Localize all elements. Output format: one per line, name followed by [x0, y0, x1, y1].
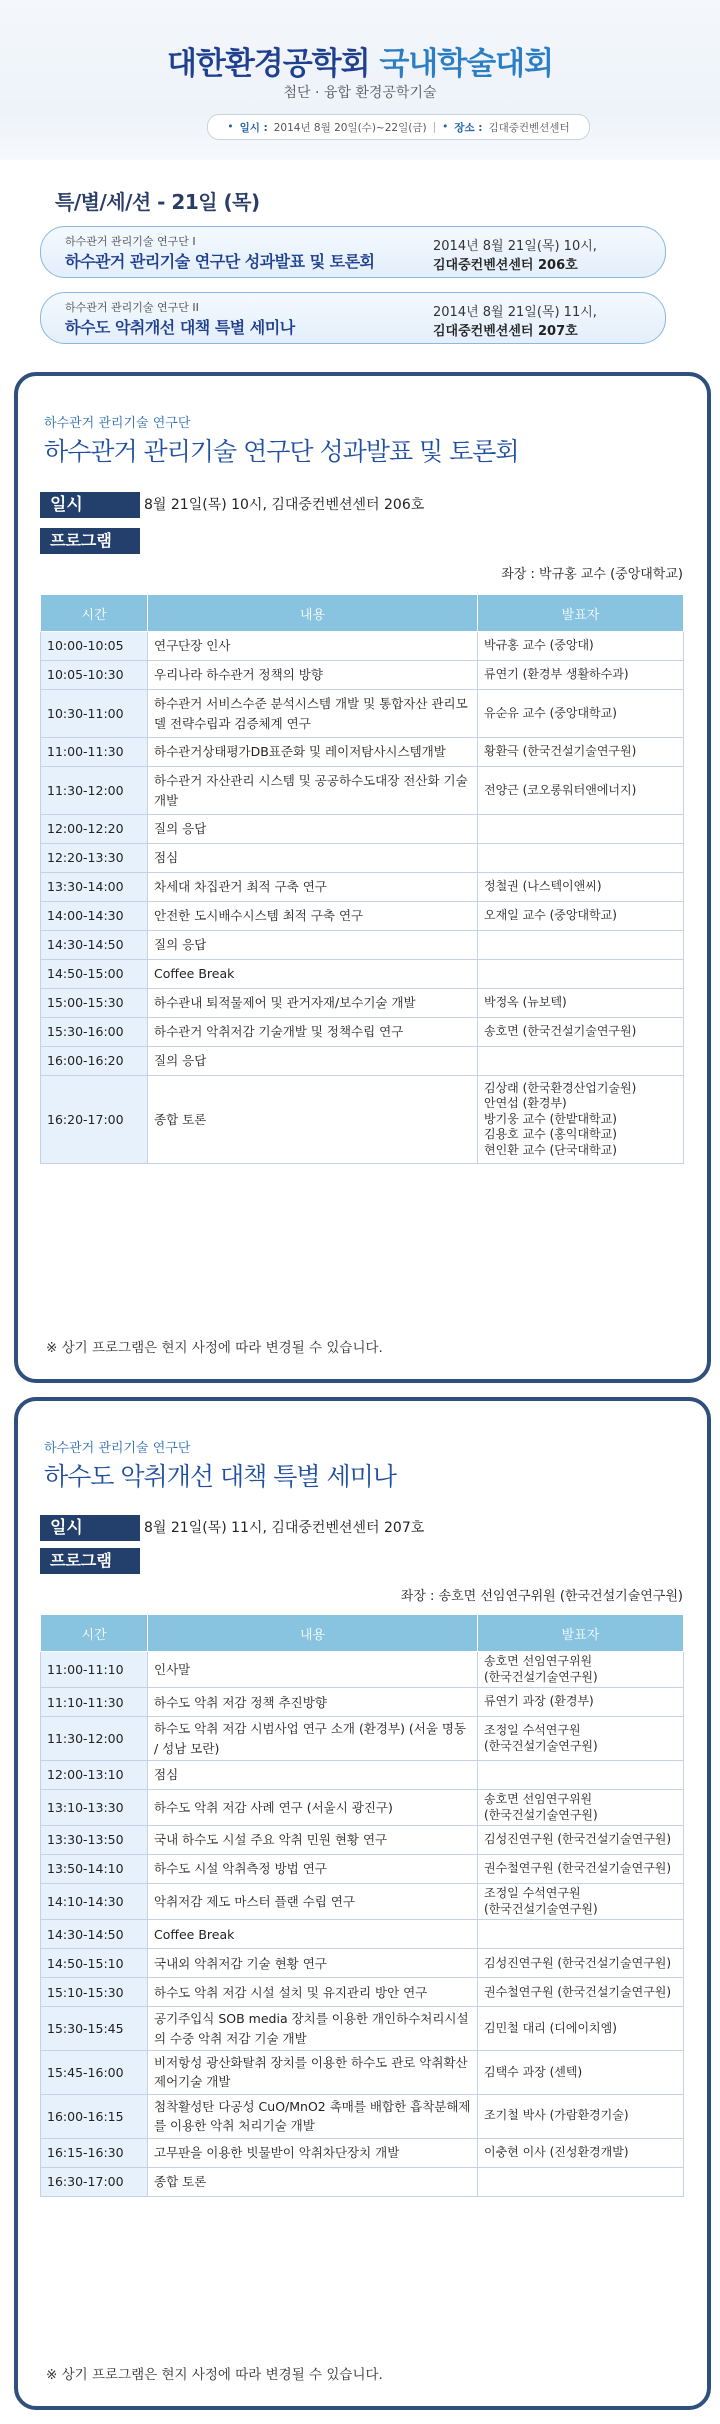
session-link-title: 하수관거 관리기술 연구단 성과발표 및 토론회 [65, 252, 375, 271]
presenter-cell: 송호면 선임연구위원 (한국건설기술연구원) [478, 1652, 684, 1688]
presenter-cell: 황환극 (한국건설기술연구원) [478, 738, 684, 767]
conference-subtitle: 첨단 · 융합 환경공학기술 [283, 85, 437, 101]
content-cell: 점심 [148, 844, 478, 873]
table-row [41, 690, 684, 738]
session-link-place: 김대중컨벤션센터 207호 [433, 324, 578, 339]
time-cell: 14:30-14:50 [41, 1920, 148, 1949]
session-link-time: 2014년 8월 21일(목) 11시, [433, 305, 597, 320]
session-title: 하수관거 관리기술 연구단 성과발표 및 토론회 [44, 437, 519, 466]
table-row [41, 2007, 684, 2051]
change-notice: ※ 상기 프로그램은 현지 사정에 따라 변경될 수 있습니다. [46, 2367, 383, 2383]
presenter-cell: 김성진연구원 (한국건설기술연구원) [478, 1949, 684, 1978]
session-organizer: 하수관거 관리기술 연구단 [44, 1441, 191, 1456]
col-header-time: 시간 [41, 595, 148, 632]
table-row [41, 1652, 684, 1688]
col-header-time: 시간 [41, 1615, 148, 1652]
content-cell: 하수도 시설 악취측정 방법 연구 [148, 1855, 478, 1884]
time-cell: 11:00-11:10 [41, 1652, 148, 1688]
presenter-cell: 권수철연구원 (한국건설기술연구원) [478, 1978, 684, 2007]
time-cell: 14:10-14:30 [41, 1884, 148, 1920]
time-cell: 16:20-17:00 [41, 1076, 148, 1164]
table-row [41, 1760, 684, 1789]
place-value: 김대중컨벤션센터 [488, 121, 570, 134]
content-cell: 하수관거 서비스수준 분석시스템 개발 및 통합자산 관리모델 전략수립과 검증체계 연구 [148, 690, 478, 738]
presenter-cell: 김성진연구원 (한국건설기술연구원) [478, 1826, 684, 1855]
time-cell: 14:30-14:50 [41, 931, 148, 960]
session-1-box [14, 372, 711, 1383]
time-cell: 15:30-16:00 [41, 1018, 148, 1047]
content-cell: 질의 응답 [148, 931, 478, 960]
content-cell: 국내외 악취저감 기술 현황 연구 [148, 1949, 478, 1978]
presenter-cell [478, 931, 684, 960]
time-cell: 10:05-10:30 [41, 661, 148, 690]
date-tag: 일시 [40, 492, 140, 518]
session-link-title: 하수도 악취개선 대책 특별 세미나 [65, 318, 295, 337]
table-row [41, 1920, 684, 1949]
content-cell: 안전한 도시배수시스템 최적 구축 연구 [148, 902, 478, 931]
time-cell: 16:00-16:20 [41, 1047, 148, 1076]
table-row [41, 2094, 684, 2138]
col-header-presenter: 발표자 [478, 1615, 684, 1652]
presenter-cell [478, 1047, 684, 1076]
table-row [41, 738, 684, 767]
table-row [41, 661, 684, 690]
session-organizer: 하수관거 관리기술 연구단 [44, 416, 191, 431]
presenter-cell: 류연기 과장 (환경부) [478, 1688, 684, 1717]
session-2-box [14, 1397, 711, 2410]
time-cell: 10:00-10:05 [41, 632, 148, 661]
table-row [41, 989, 684, 1018]
content-cell: 악취저감 제도 마스터 플랜 수립 연구 [148, 1884, 478, 1920]
session-link-subtitle: 하수관거 관리기술 연구단 II [65, 301, 199, 314]
table-row [41, 902, 684, 931]
time-cell: 11:30-12:00 [41, 1717, 148, 1761]
time-cell: 11:10-11:30 [41, 1688, 148, 1717]
presenter-cell: 이충현 이사 (진성환경개발) [478, 2138, 684, 2167]
presenter-cell [478, 1920, 684, 1949]
time-cell: 14:50-15:00 [41, 960, 148, 989]
presenter-cell: 류연기 (환경부 생활하수과) [478, 661, 684, 690]
divider: | [432, 121, 437, 133]
table-row [41, 844, 684, 873]
table-row [41, 1978, 684, 2007]
time-cell: 15:00-15:30 [41, 989, 148, 1018]
content-cell: 공기주입식 SOB media 장치를 이용한 개인하수처리시설의 수중 악취 저감 기술 개발 [148, 2007, 478, 2051]
bullet-icon: • [227, 121, 234, 133]
presenter-cell: 김상래 (한국환경산업기술원) 안연섭 (환경부) 방기웅 교수 (한밭대학교) 김용호 교수 (홍익대학교) 현인환 교수 (단국대학교) [478, 1076, 684, 1164]
presenter-cell: 전양근 (코오롱워터앤에너지) [478, 767, 684, 815]
content-cell: 연구단장 인사 [148, 632, 478, 661]
table-row [41, 1047, 684, 1076]
session-link-2[interactable] [40, 292, 666, 344]
session-title: 하수도 악취개선 대책 특별 세미나 [44, 1462, 396, 1491]
content-cell: 첨착활성탄 다공성 CuO/MnO2 촉매를 배합한 흡착분해제를 이용한 악취 처리기술 개발 [148, 2094, 478, 2138]
content-cell: 질의 응답 [148, 815, 478, 844]
table-row [41, 1855, 684, 1884]
presenter-cell: 박정옥 (뉴보텍) [478, 989, 684, 1018]
content-cell: 질의 응답 [148, 1047, 478, 1076]
special-session-title: 특/별/세/션 - 21일 (목) [55, 190, 260, 214]
table-row [41, 960, 684, 989]
program-tag: 프로그램 [40, 528, 140, 554]
content-cell: 하수관거 자산관리 시스템 및 공공하수도대장 전산화 기술 개발 [148, 767, 478, 815]
time-cell: 11:30-12:00 [41, 767, 148, 815]
content-cell: 하수관거 악취저감 기술개발 및 정책수립 연구 [148, 1018, 478, 1047]
change-notice: ※ 상기 프로그램은 현지 사정에 따라 변경될 수 있습니다. [46, 1340, 383, 1356]
place-label: 장소 : [454, 121, 483, 134]
col-header-content: 내용 [148, 595, 478, 632]
time-cell: 15:45-16:00 [41, 2051, 148, 2095]
time-cell: 15:10-15:30 [41, 1978, 148, 2007]
presenter-cell: 유순유 교수 (중앙대학교) [478, 690, 684, 738]
content-cell: Coffee Break [148, 960, 478, 989]
table-row [41, 1688, 684, 1717]
content-cell: 점심 [148, 1760, 478, 1789]
presenter-cell: 조정일 수석연구원 (한국건설기술연구원) [478, 1717, 684, 1761]
time-cell: 13:30-14:00 [41, 873, 148, 902]
presenter-cell: 오재일 교수 (중앙대학교) [478, 902, 684, 931]
content-cell: 하수도 악취 저감 사례 연구 (서울시 광진구) [148, 1789, 478, 1825]
presenter-cell: 조기철 박사 (가람환경기술) [478, 2094, 684, 2138]
time-cell: 15:30-15:45 [41, 2007, 148, 2051]
time-cell: 16:00-16:15 [41, 2094, 148, 2138]
content-cell: 하수도 악취 저감 정책 추진방향 [148, 1688, 478, 1717]
time-cell: 10:30-11:00 [41, 690, 148, 738]
date-value: 2014년 8월 20일(수)~22일(금) [273, 121, 427, 134]
table-row [41, 815, 684, 844]
chair-info: 좌장 : 박규홍 교수 (중앙대학교) [501, 567, 683, 582]
table-row [41, 1826, 684, 1855]
table-row [41, 931, 684, 960]
table-row [41, 1949, 684, 1978]
program-tag: 프로그램 [40, 1548, 140, 1574]
presenter-cell: 정철권 (나스텍이앤씨) [478, 873, 684, 902]
info-bar [207, 114, 590, 140]
presenter-cell: 조정일 수석연구원 (한국건설기술연구원) [478, 1884, 684, 1920]
session-datetime: 8월 21일(목) 11시, 김대중컨벤션센터 207호 [144, 1520, 425, 1536]
content-cell: 종합 토론 [148, 1076, 478, 1164]
content-cell: 하수도 악취 저감 시범사업 연구 소개 (환경부) (서울 명동 / 성남 모란) [148, 1717, 478, 1761]
presenter-cell: 김택수 과장 (센텍) [478, 2051, 684, 2095]
presenter-cell [478, 960, 684, 989]
schedule-table [40, 594, 684, 1164]
table-row [41, 1717, 684, 1761]
content-cell: 차세대 차집관거 최적 구축 연구 [148, 873, 478, 902]
time-cell: 13:30-13:50 [41, 1826, 148, 1855]
presenter-cell: 송호면 선임연구위원 (한국건설기술연구원) [478, 1789, 684, 1825]
session-link-subtitle: 하수관거 관리기술 연구단 I [65, 235, 196, 248]
bullet-icon: • [442, 121, 449, 133]
content-cell: 하수도 악취 저감 시설 설치 및 유지관리 방안 연구 [148, 1978, 478, 2007]
conference-title [0, 38, 720, 83]
table-row [41, 632, 684, 661]
time-cell: 16:15-16:30 [41, 2138, 148, 2167]
table-row [41, 767, 684, 815]
table-row [41, 2167, 684, 2196]
table-row [41, 1076, 684, 1164]
table-row [41, 1018, 684, 1047]
content-cell: 종합 토론 [148, 2167, 478, 2196]
session-link-1[interactable] [40, 226, 666, 278]
col-header-presenter: 발표자 [478, 595, 684, 632]
content-cell: Coffee Break [148, 1920, 478, 1949]
session-link-time: 2014년 8월 21일(목) 10시, [433, 239, 597, 254]
time-cell: 14:00-14:30 [41, 902, 148, 931]
presenter-cell [478, 815, 684, 844]
schedule-table [40, 1614, 684, 2197]
content-cell: 우리나라 하수관거 정책의 방향 [148, 661, 478, 690]
time-cell: 13:10-13:30 [41, 1789, 148, 1825]
presenter-cell [478, 2167, 684, 2196]
session-link-place: 김대중컨벤션센터 206호 [433, 258, 578, 273]
content-cell: 인사말 [148, 1652, 478, 1688]
time-cell: 12:20-13:30 [41, 844, 148, 873]
content-cell: 하수관거상태평가DB표준화 및 레이저탐사시스템개발 [148, 738, 478, 767]
time-cell: 11:00-11:30 [41, 738, 148, 767]
content-cell: 비저항성 광산화탈취 장치를 이용한 하수도 관로 악취확산 제어기술 개발 [148, 2051, 478, 2095]
session-datetime: 8월 21일(목) 10시, 김대중컨벤션센터 206호 [144, 497, 425, 513]
chair-info: 좌장 : 송호면 선임연구위원 (한국건설기술연구원) [400, 1589, 683, 1604]
content-cell: 국내 하수도 시설 주요 악취 민원 현황 연구 [148, 1826, 478, 1855]
presenter-cell: 송호면 (한국건설기술연구원) [478, 1018, 684, 1047]
table-row [41, 1789, 684, 1825]
time-cell: 14:50-15:10 [41, 1949, 148, 1978]
table-row [41, 873, 684, 902]
event-name: 국내학술대회 [379, 46, 554, 82]
presenter-cell: 김민철 대리 (디에이치엠) [478, 2007, 684, 2051]
presenter-cell [478, 844, 684, 873]
table-row [41, 2051, 684, 2095]
header-banner [0, 0, 720, 160]
time-cell: 16:30-17:00 [41, 2167, 148, 2196]
time-cell: 13:50-14:10 [41, 1855, 148, 1884]
date-tag: 일시 [40, 1515, 140, 1541]
col-header-content: 내용 [148, 1615, 478, 1652]
presenter-cell [478, 1760, 684, 1789]
table-row [41, 2138, 684, 2167]
presenter-cell: 권수철연구원 (한국건설기술연구원) [478, 1855, 684, 1884]
time-cell: 12:00-12:20 [41, 815, 148, 844]
table-row [41, 1884, 684, 1920]
presenter-cell: 박규홍 교수 (중앙대) [478, 632, 684, 661]
content-cell: 고무판을 이용한 빗물받이 악취차단장치 개발 [148, 2138, 478, 2167]
content-cell: 하수관내 퇴적물제어 및 관거자재/보수기술 개발 [148, 989, 478, 1018]
time-cell: 12:00-13:10 [41, 1760, 148, 1789]
date-label: 일시 : [239, 121, 268, 134]
society-name: 대한환경공학회 [166, 46, 370, 82]
